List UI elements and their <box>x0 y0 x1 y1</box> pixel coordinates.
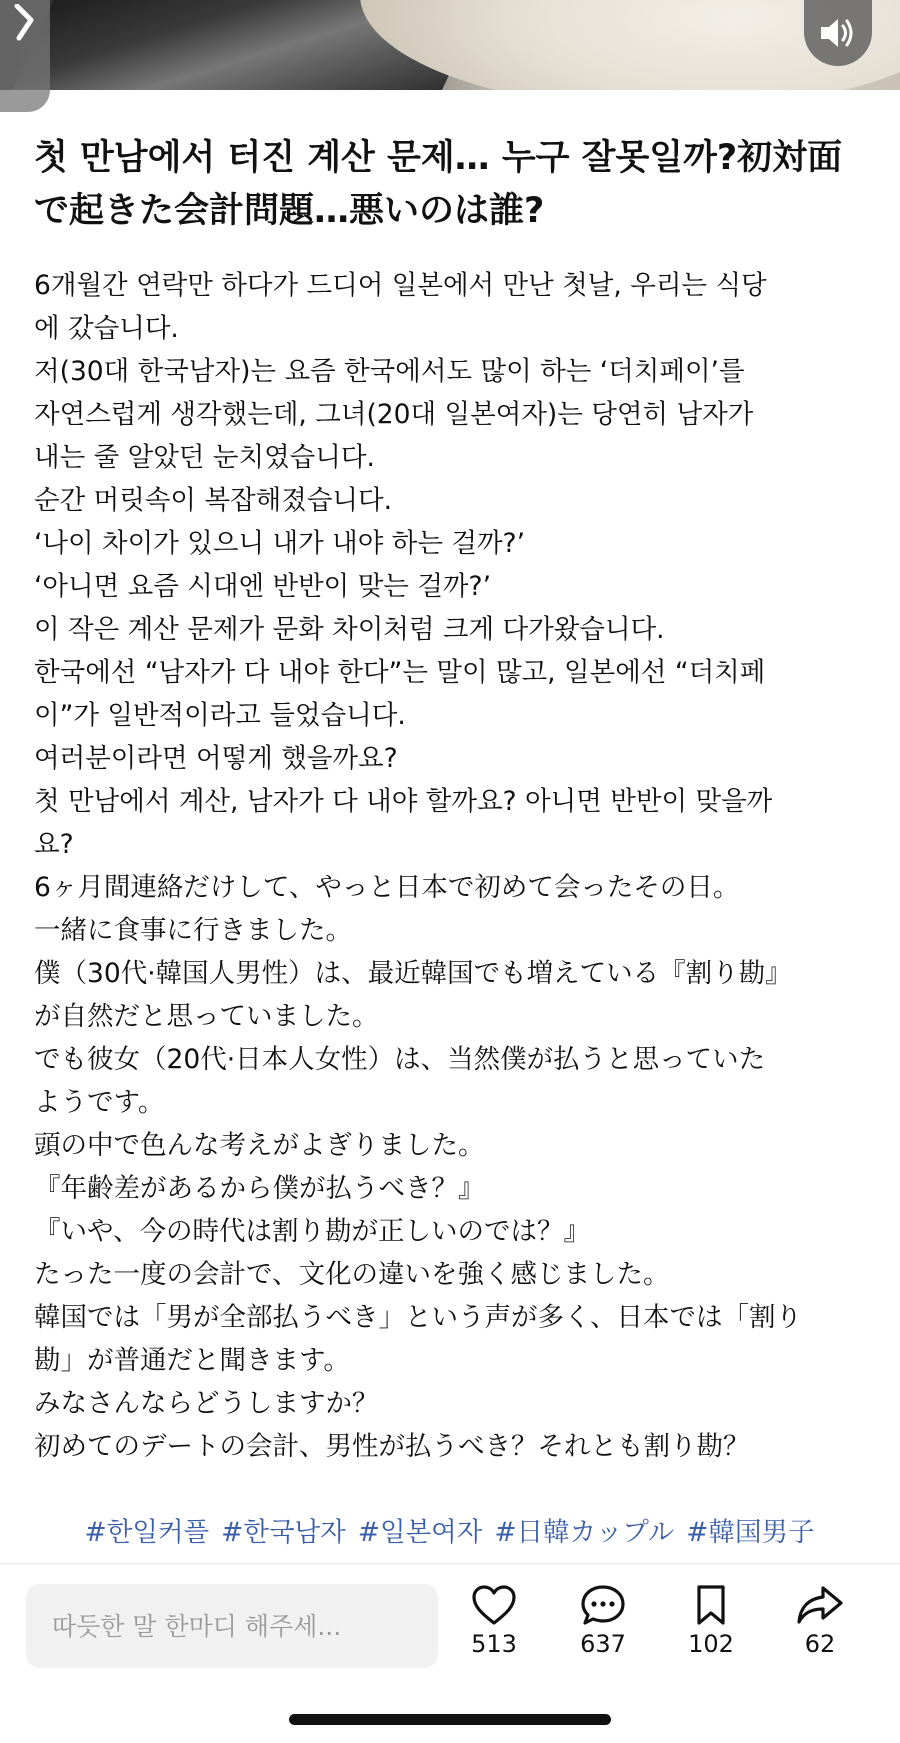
post-body-line: 저(30대 한국남자)는 요즘 한국에서도 많이 하는 ‘더치페이’를 <box>34 356 745 387</box>
chevron-right-icon <box>11 4 39 44</box>
post-body <box>34 264 874 1597</box>
post-body-line: ‘나이 차이가 있으니 내가 내야 하는 걸까?’ <box>34 528 526 559</box>
post-body-line: 初めてのデートの会計、男性が払うべき？それとも割り勘？ <box>34 1431 750 1462</box>
bookmark-icon <box>688 1584 734 1626</box>
post-body-lines <box>34 264 874 1468</box>
post-body-line: 요? <box>34 829 74 860</box>
hashtag[interactable]: #한국남자 <box>221 1517 346 1548</box>
post-body-line: 내는 줄 알았던 눈치였습니다. <box>34 442 375 473</box>
post-body-line: みなさんならどうしますか？ <box>34 1388 379 1419</box>
bookmark-count: 102 <box>688 1630 734 1658</box>
post-body-line: 勘」が普通だと聞きます。 <box>34 1345 350 1376</box>
back-button[interactable] <box>0 0 50 112</box>
like-button[interactable] <box>444 1584 544 1694</box>
share-icon <box>795 1584 845 1626</box>
post-body-line: 6개월간 연락만 하다가 드디어 일본에서 만난 첫날, 우리는 식당 <box>34 270 767 301</box>
hashtag[interactable]: #일본여자 <box>357 1517 483 1548</box>
hashtag[interactable]: #韓国男子 <box>686 1517 815 1548</box>
sound-toggle-button[interactable] <box>804 0 872 66</box>
post-body-line: でも彼女（20代·日本人女性）は、当然僕が払うと思っていた <box>34 1044 766 1075</box>
comment-input[interactable] <box>26 1584 438 1668</box>
post-body-line: 一緒に食事に行きました。 <box>34 915 352 946</box>
post-body-line: 頭の中で色んな考えがよぎりました。 <box>34 1130 485 1161</box>
post-body-line: 한국에선 “남자가 다 내야 한다”는 말이 많고, 일본에선 “더치페 <box>34 657 766 688</box>
post-body-line: 僕（30代·韓国人男性）は、最近韓国でも増えている『割り勘』 <box>34 958 792 989</box>
post-body-line: 여러분이라면 어떻게 했을까요? <box>34 743 398 774</box>
hashtag-list <box>34 1468 874 1597</box>
post-body-line: 『いや、今の時代は割り勘が正しいのでは？』 <box>34 1216 590 1247</box>
post-media-image[interactable] <box>0 0 900 90</box>
post-body-line: たった一度の会計で、文化の違いを強く感じました。 <box>34 1259 670 1290</box>
bookmark-button[interactable] <box>661 1584 761 1694</box>
comment-icon <box>580 1584 626 1626</box>
bottom-divider <box>0 1563 900 1564</box>
post-body-line: 첫 만남에서 계산, 남자가 다 내야 할까요? 아니면 반반이 맞을까 <box>34 786 773 817</box>
heart-icon <box>471 1584 517 1626</box>
post-body-line: 자연스럽게 생각했는데, 그녀(20대 일본여자)는 당연히 남자가 <box>34 399 754 430</box>
post-body-line: 순간 머릿속이 복잡해졌습니다. <box>34 485 393 516</box>
post-body-line: ‘아니면 요즘 시대엔 반반이 맞는 걸까?’ <box>34 571 492 602</box>
post-body-line: 에 갔습니다. <box>34 313 179 344</box>
post-body-line: 韓国では「男が全部払うべき」という声が多く、日本では「割り <box>34 1302 802 1333</box>
post-body-line: が自然だと思っていました。 <box>34 1001 379 1032</box>
post-body-line: 6ヶ月間連絡だけして、やっと日本で初めて会ったその日。 <box>34 872 740 903</box>
home-indicator[interactable] <box>289 1714 611 1725</box>
post-body-line: ようです。 <box>34 1087 165 1118</box>
comment-button[interactable] <box>553 1584 653 1694</box>
hashtag[interactable]: #日韓カップル <box>494 1517 675 1548</box>
hashtag[interactable]: #한일커플 <box>84 1517 210 1548</box>
post-body-line: 『年齢差があるから僕が払うべき？』 <box>34 1173 485 1204</box>
post-body-line: 이 작은 계산 문제가 문화 차이처럼 크게 다가왔습니다. <box>34 614 665 645</box>
like-count: 513 <box>471 1630 517 1658</box>
speaker-icon <box>818 15 858 51</box>
post-body-line: 이”가 일반적이라고 들었습니다. <box>34 700 406 731</box>
share-count: 62 <box>804 1630 836 1658</box>
share-button[interactable] <box>770 1584 870 1694</box>
post-title: 첫 만남에서 터진 계산 문제… 누구 잘못일까?初対面で起きた会計問題…悪いのは誰? <box>34 138 843 231</box>
comment-count: 637 <box>580 1630 626 1658</box>
